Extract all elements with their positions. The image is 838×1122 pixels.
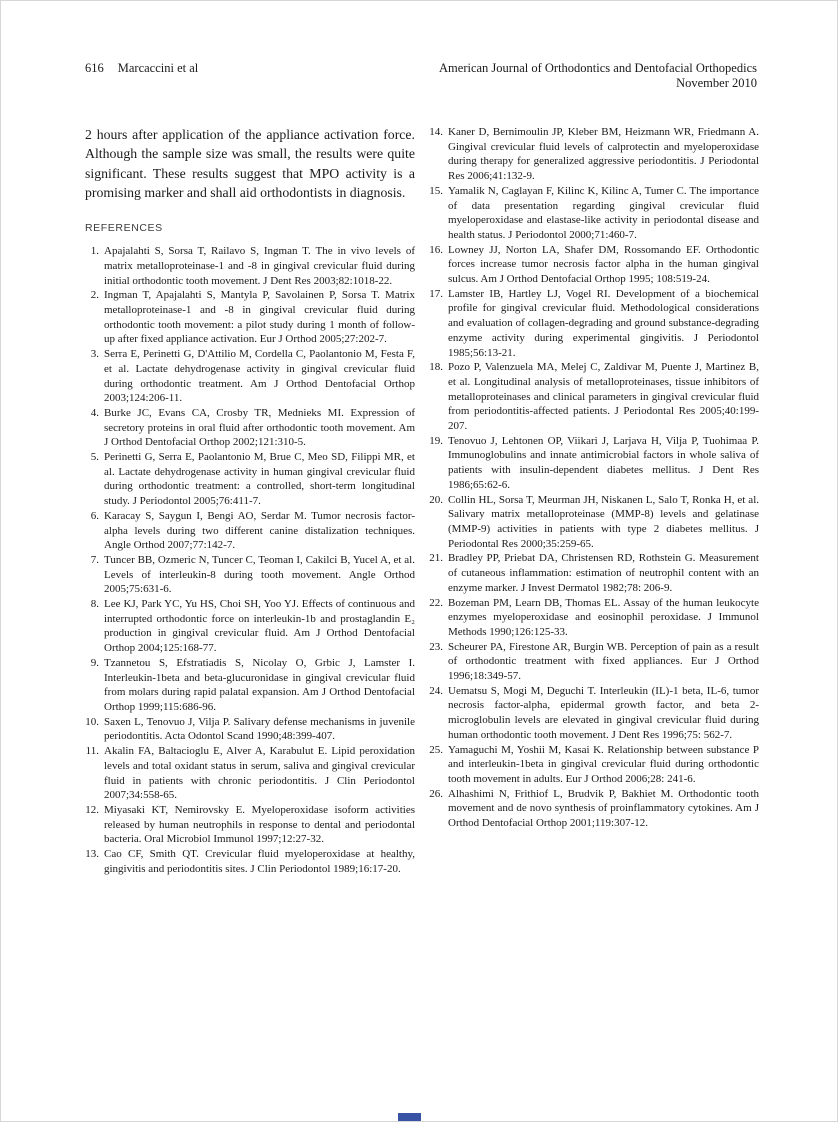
reference-text: Perinetti G, Serra E, Paolantonio M, Brue C, Meo SD, Filippi MR, et al. Lactate dehydrogenase activity in human gingival crevicular fluid during orthodontic treatment: a controlled, short-term longitudinal study. J Periodontol 2005;76:411-7.	[104, 451, 415, 508]
page-bottom-mark	[398, 1113, 421, 1122]
reference-number: 20.	[429, 493, 443, 506]
reference-text: Saxen L, Tenovuo J, Vilja P. Salivary defense mechanisms in juvenile periodontitis. Acta Odontol Scand 1990;48:399-407.	[104, 715, 415, 743]
reference-item	[429, 243, 759, 287]
reference-item	[85, 450, 415, 509]
reference-text: Serra E, Perinetti G, D'Attilio M, Cordella C, Paolantonio M, Festa F, et al. Lactate dehydrogenase activity in gingival crevicular fluid during orthodontic treatment. Am J Orthod Dentofacial Orthop 2003;124:206-11.	[104, 348, 415, 405]
left-column	[85, 125, 415, 876]
reference-item	[429, 360, 759, 434]
reference-text: Alhashimi N, Frithiof L, Brudvik P, Bakhiet M. Orthodontic tooth movement and de novo synthesis of proinflammatory cytokines. Am J Orthod Dentofacial Orthop 2001;119:307-12.	[448, 787, 759, 830]
reference-list-left	[85, 244, 415, 876]
reference-text: Lamster IB, Hartley LJ, Vogel RI. Development of a biochemical profile for gingival crevicular fluid. Methodological considerations and evaluation of collagen-degrading and ground substance-degrading enzyme activity during experimental gingivitis. J Periodontol 1985;56:13-21.	[448, 287, 759, 359]
two-column-body	[85, 125, 759, 876]
reference-number: 12.	[85, 803, 99, 816]
reference-text: Burke JC, Evans CA, Crosby TR, Mednieks MI. Expression of secretory proteins in oral fluid after orthodontic tooth movement. Am J Orthod Dentofacial Orthop 2002;121:310-5.	[104, 406, 415, 449]
references-heading: REFERENCES	[85, 222, 163, 235]
reference-item	[85, 847, 415, 876]
reference-item	[85, 288, 415, 347]
reference-item	[429, 684, 759, 743]
reference-item	[429, 640, 759, 684]
reference-number: 21.	[429, 552, 443, 565]
reference-number: 1.	[90, 245, 99, 258]
running-authors: Marcaccini et al	[117, 61, 199, 75]
reference-item	[85, 244, 415, 288]
reference-item	[429, 125, 759, 184]
reference-item	[85, 803, 415, 847]
reference-item	[429, 434, 759, 493]
header-left	[85, 61, 198, 76]
reference-text: Scheurer PA, Firestone AR, Burgin WB. Perception of pain as a result of orthodontic treatment with fixed appliances. Eur J Orthod 1996;18:349-57.	[448, 640, 759, 683]
reference-text: Karacay S, Saygun I, Bengi AO, Serdar M. Tumor necrosis factor-alpha levels during two different canine distalization techniques. Angle Orthod 2007;77:142-7.	[104, 509, 415, 552]
reference-number: 16.	[429, 243, 443, 256]
reference-number: 13.	[85, 848, 99, 861]
reference-number: 23.	[429, 640, 443, 653]
reference-number: 6.	[90, 509, 99, 522]
reference-item	[85, 553, 415, 597]
reference-text: Apajalahti S, Sorsa T, Railavo S, Ingman T. The in vivo levels of matrix metalloproteinase-1 and -8 in gingival crevicular fluid during initial orthodontic tooth movement. J Dent Res 2003;82:1018-22.	[104, 245, 415, 287]
reference-text: Lee KJ, Park YC, Yu HS, Choi SH, Yoo YJ. Effects of continuous and interrupted orthodontic force on interleukin-1b and prostaglandin E₂ production in gingival crevicular fluid. Am J Orthod Dentofacial Orthop 2004;125:168-77.	[104, 598, 415, 655]
reference-item	[429, 743, 759, 787]
reference-number: 8.	[90, 598, 99, 611]
reference-number: 7.	[90, 553, 99, 566]
reference-text: Ingman T, Apajalahti S, Mantyla P, Savolainen P, Sorsa T. Matrix metalloproteinase-1 and -8 in gingival crevicular fluid during orthodontic tooth movement: a pilot study during 1 month of follow-up after fixed appliance activation. Eur J Orthod 2005;27:202-7.	[104, 289, 415, 346]
reference-number: 2.	[90, 289, 99, 302]
journal-name: American Journal of Orthodontics and Dentofacial Orthopedics	[439, 61, 757, 75]
reference-item	[429, 184, 759, 243]
reference-text: Miyasaki KT, Nemirovsky E. Myeloperoxidase isoform activities released by human neutrophils in response to dental and periodontal bacteria. Oral Microbiol Immunol 1997;12:27-32.	[104, 803, 415, 846]
reference-number: 25.	[429, 743, 443, 756]
reference-text: Bradley PP, Priebat DA, Christensen RD, Rothstein G. Measurement of cutaneous inflammation: estimation of neutrophil content with an enzyme marker. J Invest Dermatol 1982;78: 206-9.	[448, 552, 759, 594]
reference-text: Tenovuo J, Lehtonen OP, Viikari J, Larjava H, Vilja P, Tuohimaa P. Immunoglobulins and innate antimicrobial factors in whole saliva of patients with insulin-dependent diabetes mellitus. J Dent Res 1986;65:62-6.	[448, 434, 759, 491]
reference-text: Tzannetou S, Efstratiadis S, Nicolay O, Grbic J, Lamster I. Interleukin-1beta and beta-glucuronidase in gingival crevicular fluid from molars during rapid palatal expansion. Am J Orthod Dentofacial Orthop 1999;115:686-96.	[104, 656, 415, 713]
reference-number: 19.	[429, 434, 443, 447]
reference-number: 26.	[429, 787, 443, 800]
reference-text: Cao CF, Smith QT. Crevicular fluid myeloperoxidase at healthy, gingivitis and periodontitis sites. J Clin Periodontol 1989;16:17-20.	[104, 848, 415, 875]
reference-text: Yamalik N, Caglayan F, Kilinc K, Kilinc A, Tumer C. The importance of data presentation regarding gingival crevicular fluid myeloperoxidase and elastase-like activity in periodontal disease and health status. J Periodontol 2000;71:460-7.	[448, 184, 759, 241]
journal-issue: November 2010	[676, 76, 757, 90]
reference-number: 9.	[90, 656, 99, 669]
reference-text: Pozo P, Valenzuela MA, Melej C, Zaldivar M, Puente J, Martinez B, et al. Longitudinal analysis of metalloproteinases, tissue inhibitors of metalloproteinases and clinical parameters in gingival crevicular fluid from periodontitis-affected patients. J Periodontal Res 2005;40:199-207.	[448, 361, 759, 433]
running-header	[85, 61, 757, 91]
reference-number: 17.	[429, 287, 443, 300]
reference-item	[429, 551, 759, 595]
reference-text: Collin HL, Sorsa T, Meurman JH, Niskanen L, Salo T, Ronka H, et al. Salivary matrix metalloproteinase (MMP-8) levels and gelatinase (MMP-9) activities in patients with type 2 diabetes mellitus. J Periodontal Res 2000;35:259-65.	[448, 493, 759, 550]
reference-number: 18.	[429, 361, 443, 374]
reference-item	[85, 406, 415, 450]
reference-item	[85, 347, 415, 406]
reference-text: Yamaguchi M, Yoshii M, Kasai K. Relationship between substance P and interleukin-1beta in gingival crevicular fluid during orthodontic tooth movement in adults. Eur J Orthod 2006;28: 241-6.	[448, 743, 759, 785]
reference-text: Uematsu S, Mogi M, Deguchi T. Interleukin (IL)-1 beta, IL-6, tumor necrosis factor-alpha, epidermal growth factor, and beta 2-microglobulin levels are elevated in gingival crevicular fluid during human orthodontic tooth movement. J Dent Res 1996;75: 562-7.	[448, 684, 759, 741]
header-right	[439, 61, 757, 91]
reference-text: Lowney JJ, Norton LA, Shafer DM, Rossomando EF. Orthodontic forces increase tumor necrosis factor alpha in the human gingival sulcus. Am J Orthod Dentofacial Orthop 1995; 108:519-24.	[448, 243, 759, 286]
reference-item	[85, 715, 415, 744]
reference-text: Kaner D, Bernimoulin JP, Kleber BM, Heizmann WR, Friedmann A. Gingival crevicular fluid levels of calprotectin and myeloperoxidase during therapy for generalized aggressive periodontitis. J Periodontal Res 2006;41:132-9.	[448, 126, 759, 183]
reference-text: Akalin FA, Baltacioglu E, Alver A, Karabulut E. Lipid peroxidation levels and total oxidant status in serum, saliva and gingival crevicular fluid in patients with chronic periodontitis. J Clin Periodontol 2007;34:558-65.	[104, 745, 415, 802]
reference-item	[85, 744, 415, 803]
reference-item	[429, 787, 759, 831]
reference-list-right	[429, 125, 759, 831]
reference-item	[429, 493, 759, 552]
reference-number: 10.	[85, 715, 99, 728]
reference-item	[429, 287, 759, 361]
reference-text: Tuncer BB, Ozmeric N, Tuncer C, Teoman I, Cakilci B, Yucel A, et al. Levels of interleukin-8 during tooth movement. Angle Orthod 2005;75:631-6.	[104, 553, 415, 596]
closing-paragraph: 2 hours after application of the appliance activation force. Although the sample size was small, the results were quite significant. These results suggest that MPO activity is a promising marker and shall aid orthodontists in diagnosis.	[85, 127, 415, 200]
reference-item	[85, 509, 415, 553]
reference-number: 11.	[85, 745, 99, 758]
reference-item	[429, 596, 759, 640]
reference-number: 24.	[429, 684, 443, 697]
reference-number: 14.	[429, 126, 443, 138]
reference-item	[85, 656, 415, 715]
page-number: 616	[85, 61, 104, 75]
reference-number: 15.	[429, 184, 443, 197]
reference-item	[85, 597, 415, 656]
reference-number: 5.	[90, 451, 99, 464]
reference-text: Bozeman PM, Learn DB, Thomas EL. Assay of the human leukocyte enzymes myeloperoxidase and eosinophil peroxidase. J Immunol Methods 1990;126:125-33.	[448, 596, 759, 638]
reference-number: 3.	[90, 348, 99, 361]
right-column	[429, 125, 759, 876]
reference-number: 4.	[90, 406, 99, 419]
reference-number: 22.	[429, 596, 443, 609]
